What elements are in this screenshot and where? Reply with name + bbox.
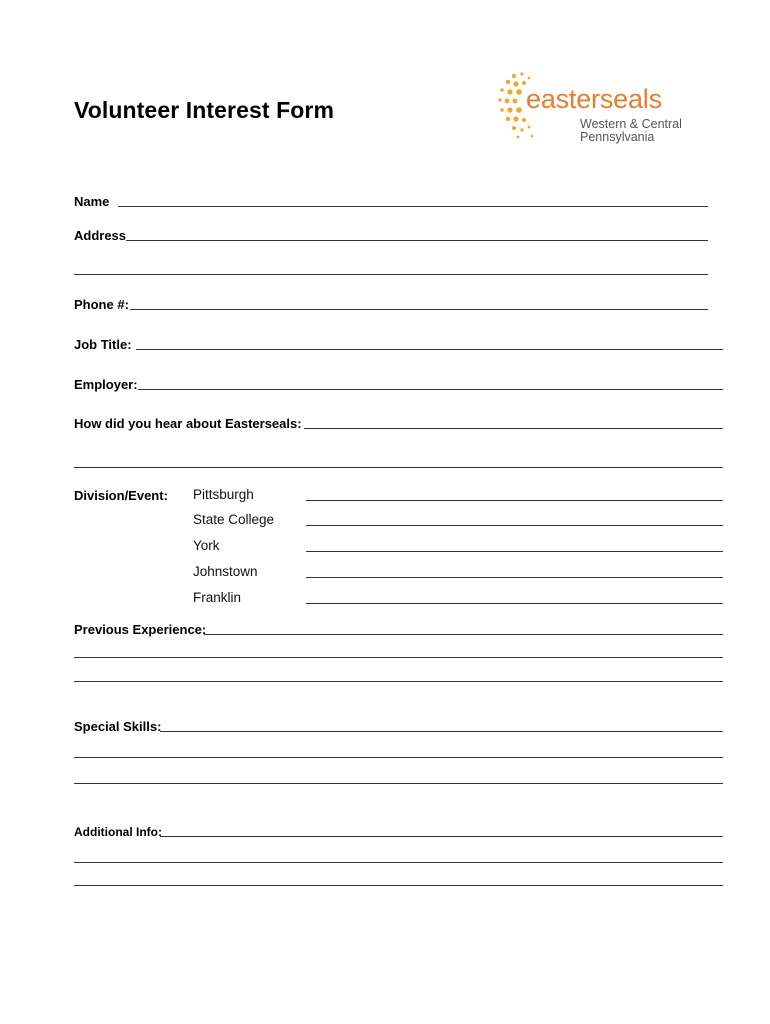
special-skills-line-2[interactable] xyxy=(74,757,723,758)
division-johnstown-line[interactable] xyxy=(306,577,723,578)
special-skills-line-1[interactable] xyxy=(160,731,723,732)
how-heard-line-1[interactable] xyxy=(304,428,723,429)
division-event-label: Division/Event: xyxy=(74,488,168,503)
division-york: York xyxy=(193,538,220,553)
how-heard-line-2[interactable] xyxy=(74,467,723,468)
division-state-college: State College xyxy=(193,512,275,527)
address-line-2[interactable] xyxy=(74,274,708,275)
additional-info-line-3[interactable] xyxy=(74,885,723,886)
additional-info-line-2[interactable] xyxy=(74,862,723,863)
phone-label: Phone #: xyxy=(74,297,129,312)
form-title: Volunteer Interest Form xyxy=(74,97,335,123)
address-line-1[interactable] xyxy=(126,240,708,241)
how-heard-label: How did you hear about Easterseals: xyxy=(74,416,302,431)
logo-wordmark: easterseals xyxy=(526,84,662,114)
additional-info-label: Additional Info: xyxy=(74,825,162,839)
special-skills-line-3[interactable] xyxy=(74,783,723,784)
division-state-college-line[interactable] xyxy=(306,525,723,526)
previous-experience-line-3[interactable] xyxy=(74,681,723,682)
previous-experience-line-2[interactable] xyxy=(74,657,723,658)
job-title-label: Job Title: xyxy=(74,337,132,352)
division-franklin: Franklin xyxy=(193,590,242,605)
previous-experience-line-1[interactable] xyxy=(204,634,723,635)
employer-line[interactable] xyxy=(138,389,723,390)
easterseals-logo xyxy=(496,70,696,146)
special-skills-label: Special Skills: xyxy=(74,719,162,734)
logo-subtitle-line2: Pennsylvania xyxy=(580,130,655,144)
job-title-line[interactable] xyxy=(136,349,723,350)
division-franklin-line[interactable] xyxy=(306,603,723,604)
division-york-line[interactable] xyxy=(306,551,723,552)
division-pittsburgh: Pittsburgh xyxy=(193,487,254,502)
name-line[interactable] xyxy=(118,206,708,207)
address-label: Address xyxy=(74,228,127,243)
division-johnstown: Johnstown xyxy=(193,564,258,579)
logo-subtitle-line1: Western & Central xyxy=(580,117,682,131)
division-pittsburgh-line[interactable] xyxy=(306,500,723,501)
logo-subtitle xyxy=(580,118,682,144)
additional-info-line-1[interactable] xyxy=(160,836,723,837)
name-label: Name xyxy=(74,194,110,209)
phone-line[interactable] xyxy=(130,309,708,310)
previous-experience-label: Previous Experience: xyxy=(74,622,207,637)
employer-label: Employer: xyxy=(74,377,138,392)
